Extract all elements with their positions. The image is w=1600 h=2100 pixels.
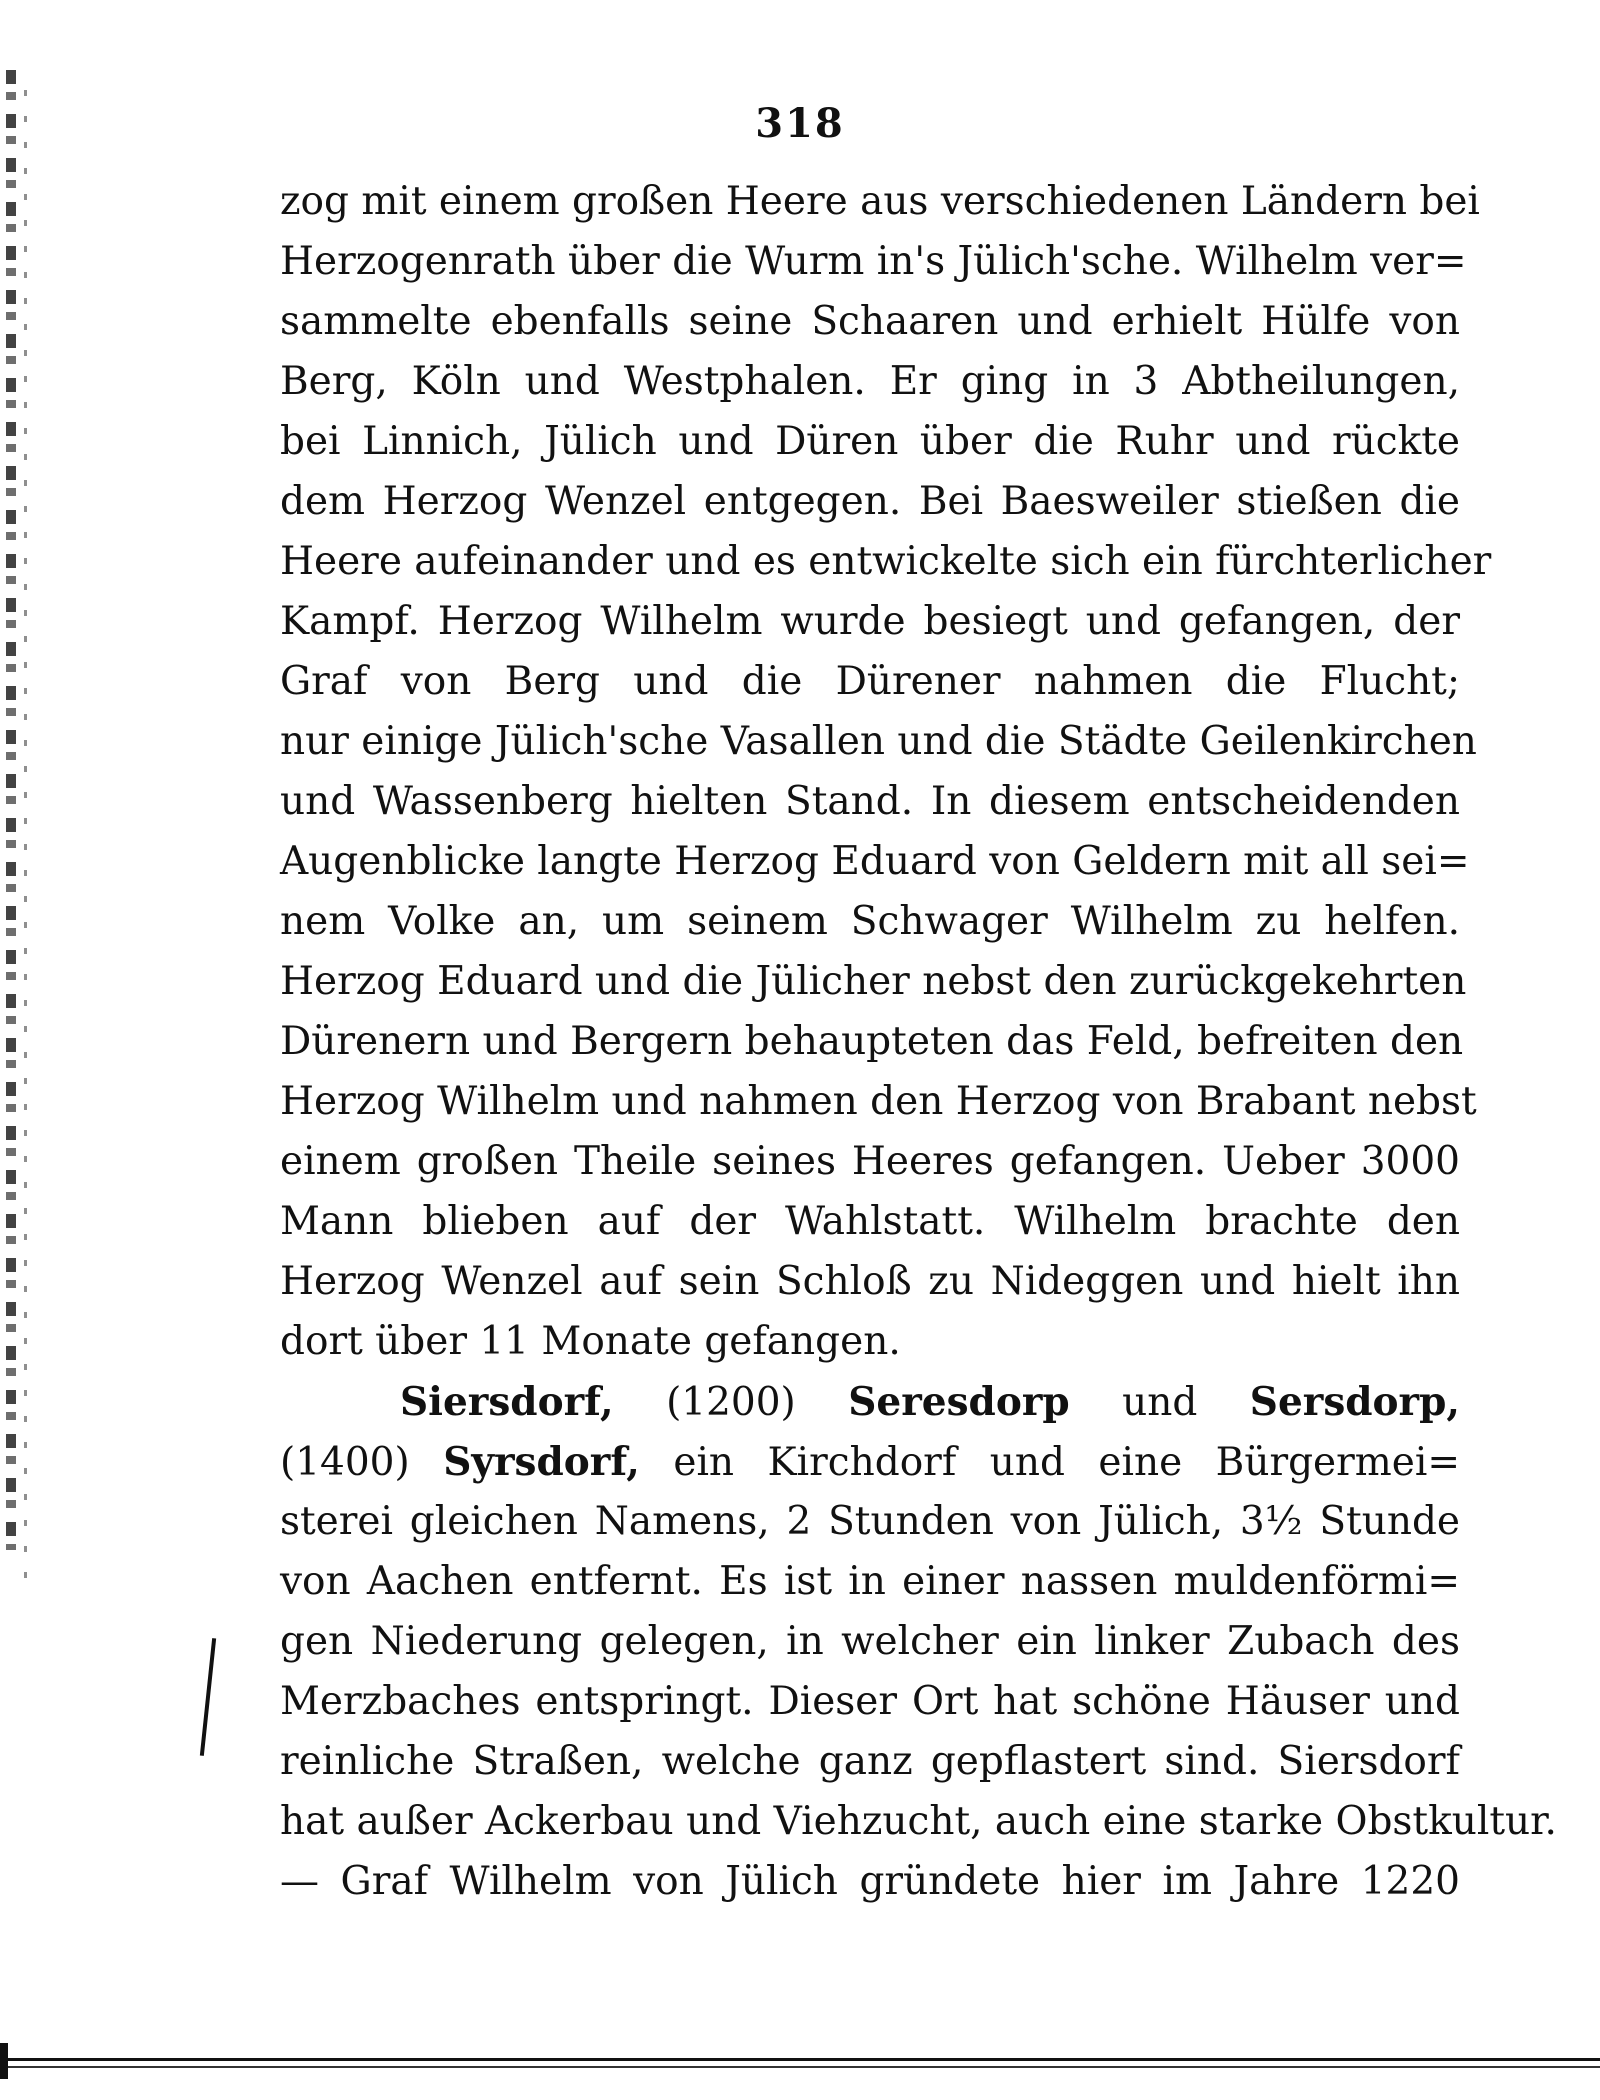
text-line: zog mit einem großen Heere aus verschiedenen Ländern bei: [280, 179, 1480, 224]
text-line: Herzog Wenzel auf sein Schloß zu Nideggen und hielt ihn: [280, 1259, 1460, 1304]
entry-conjunction: und: [1122, 1380, 1198, 1425]
entry-line: gen Niederung gelegen, in welcher ein linker Zubach des: [280, 1619, 1460, 1664]
entry-line: von Aachen entfernt. Es ist in einer nassen muldenförmi=: [280, 1559, 1460, 1604]
text-line: Graf von Berg und die Dürener nahmen die Flucht;: [280, 659, 1460, 704]
entry-text: ein Kirchdorf und eine Bürgermei=: [673, 1440, 1460, 1485]
binding-gutter: [0, 0, 48, 2100]
page-bottom-rule: [0, 2058, 1600, 2068]
entry-line: Merzbaches entspringt. Dieser Ort hat schöne Häuser und: [280, 1679, 1460, 1724]
entry-heading-line: [280, 1372, 1460, 1432]
text-line: Herzogenrath über die Wurm in's Jülich'sche. Wilhelm ver=: [280, 239, 1467, 284]
entry-line: — Graf Wilhelm von Jülich gründete hier im Jahre 1220: [280, 1859, 1460, 1904]
text-line: bei Linnich, Jülich und Düren über die Ruhr und rückte: [280, 419, 1460, 464]
entry-date: (1400): [280, 1440, 410, 1485]
text-line: und Wassenberg hielten Stand. In diesem entscheidenden: [280, 779, 1460, 824]
page-number: 318: [755, 100, 845, 147]
entry-name-sersdorp: Sersdorp,: [1249, 1379, 1460, 1425]
margin-pencil-mark: [200, 1638, 216, 1756]
text-line: dort über 11 Monate gefangen.: [280, 1319, 901, 1364]
text-line: Augenblicke langte Herzog Eduard von Geldern mit all sei=: [280, 839, 1470, 884]
entry-line: sterei gleichen Namens, 2 Stunden von Jülich, 3½ Stunde: [280, 1499, 1460, 1544]
entry-date: (1200): [666, 1380, 796, 1425]
text-line: Dürenern und Bergern behaupteten das Feld, befreiten den: [280, 1019, 1464, 1064]
entry-line: [280, 1432, 1460, 1492]
entry-line: reinliche Straßen, welche ganz gepflastert sind. Siersdorf: [280, 1739, 1460, 1784]
entry-name-seresdorp: Seresdorp: [848, 1379, 1070, 1425]
text-line: Heere aufeinander und es entwickelte sich ein fürchterlicher: [280, 539, 1492, 584]
text-line: Herzog Wilhelm und nahmen den Herzog von Brabant nebst: [280, 1079, 1477, 1124]
binding-edge: [6, 70, 16, 1550]
entry-line: hat außer Ackerbau und Viehzucht, auch eine starke Obstkultur.: [280, 1799, 1557, 1844]
text-line: Herzog Eduard und die Jülicher nebst den zurückgekehrten: [280, 959, 1467, 1004]
entry-name-siersdorf: Siersdorf,: [400, 1379, 614, 1425]
text-line: Kampf. Herzog Wilhelm wurde besiegt und gefangen, der: [280, 599, 1460, 644]
body-text: [280, 172, 1557, 1912]
rule-cap: [0, 2043, 8, 2079]
text-line: nem Volke an, um seinem Schwager Wilhelm zu helfen.: [280, 899, 1460, 944]
text-line: Berg, Köln und Westphalen. Er ging in 3 Abtheilungen,: [280, 359, 1460, 404]
text-line: sammelte ebenfalls seine Schaaren und erhielt Hülfe von: [280, 299, 1460, 344]
text-line: einem großen Theile seines Heeres gefangen. Ueber 3000: [280, 1139, 1460, 1184]
binding-edge-marks: [24, 90, 27, 1590]
entry-name-syrsdorf: Syrsdorf,: [443, 1439, 640, 1485]
text-line: dem Herzog Wenzel entgegen. Bei Baesweiler stießen die: [280, 479, 1460, 524]
text-line: Mann blieben auf der Wahlstatt. Wilhelm brachte den: [280, 1199, 1460, 1244]
text-line: nur einige Jülich'sche Vasallen und die Städte Geilenkirchen: [280, 719, 1477, 764]
